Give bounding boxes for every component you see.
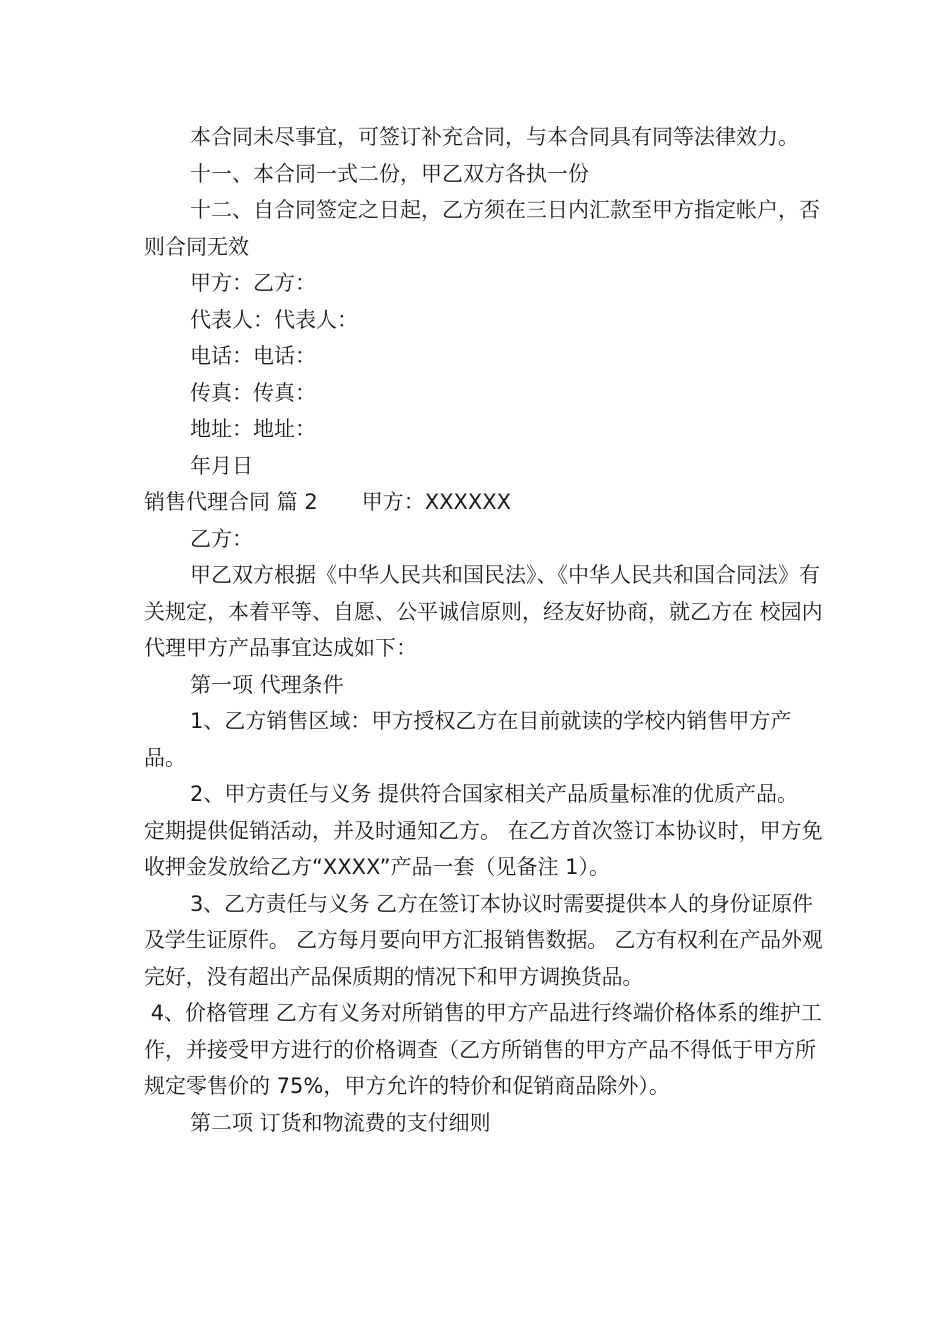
section-one-heading: 第一项 代理条件: [190, 672, 344, 697]
item-price-management: 4、价格管理 乙方有义务对所销售的甲方产品进行终端价格体系的维护工作，并接受甲方进行的价格调查（乙方所销售的甲方产品不得低于甲方所规定零售价的 75%，甲方允许的特价和促销商品除外）。: [144, 1001, 822, 1098]
document-body: [144, 119, 824, 1141]
section-two-heading: 第二项 订货和物流费的支付细则: [190, 1110, 491, 1135]
contract2-heading: [144, 484, 824, 521]
contract2-title: 销售代理合同 篇 2: [144, 490, 318, 514]
party-b-label: 乙方：: [190, 526, 253, 551]
signature-representative-line: 代表人：代表人：: [190, 307, 358, 332]
signature-party-line: 甲方：乙方：: [190, 271, 316, 295]
paragraph-clause-eleven: 十一、本合同一式二份，甲乙双方各执一份: [190, 161, 589, 186]
item-sales-region: 1、乙方销售区域：甲方授权乙方在目前就读的学校内销售甲方产品。: [144, 709, 792, 770]
item-party-b-duties: 3、乙方责任与义务 乙方在签订本协议时需要提供本人的身份证原件及学生证原件。 乙方每月要向甲方汇报销售数据。 乙方有权利在产品外观完好，没有超出产品保质期的情况下和甲方调换货品。: [144, 891, 823, 989]
paragraph-preamble: 甲乙双方根据《中华人民共和国民法》、《中华人民共和国合同法》有关规定，本着平等、自愿、公平诚信原则，经友好协商，就乙方在 校园内代理甲方产品事宜达成如下：: [144, 563, 823, 660]
paragraph-supplement-clause: 本合同未尽事宜，可签订补充合同，与本合同具有同等法律效力。: [190, 125, 799, 149]
party-a-label: 甲方：XXXXXX: [361, 490, 512, 514]
signature-address-line: 地址：地址：: [190, 417, 316, 441]
item-party-a-duties: 2、甲方责任与义务 提供符合国家相关产品质量标准的优质产品。 定期提供促销活动，并及时通知乙方。 在乙方首次签订本协议时，甲方免收押金发放给乙方“XXXX”产品一套（见备注 1）。: [144, 782, 823, 879]
signature-date-line: 年月日: [190, 453, 253, 478]
signature-fax-line: 传真：传真：: [190, 380, 316, 405]
paragraph-clause-twelve: 十二、自合同签定之日起，乙方须在三日内汇款至甲方指定帐户，否则合同无效: [144, 198, 820, 259]
signature-phone-line: 电话：电话：: [190, 344, 316, 368]
